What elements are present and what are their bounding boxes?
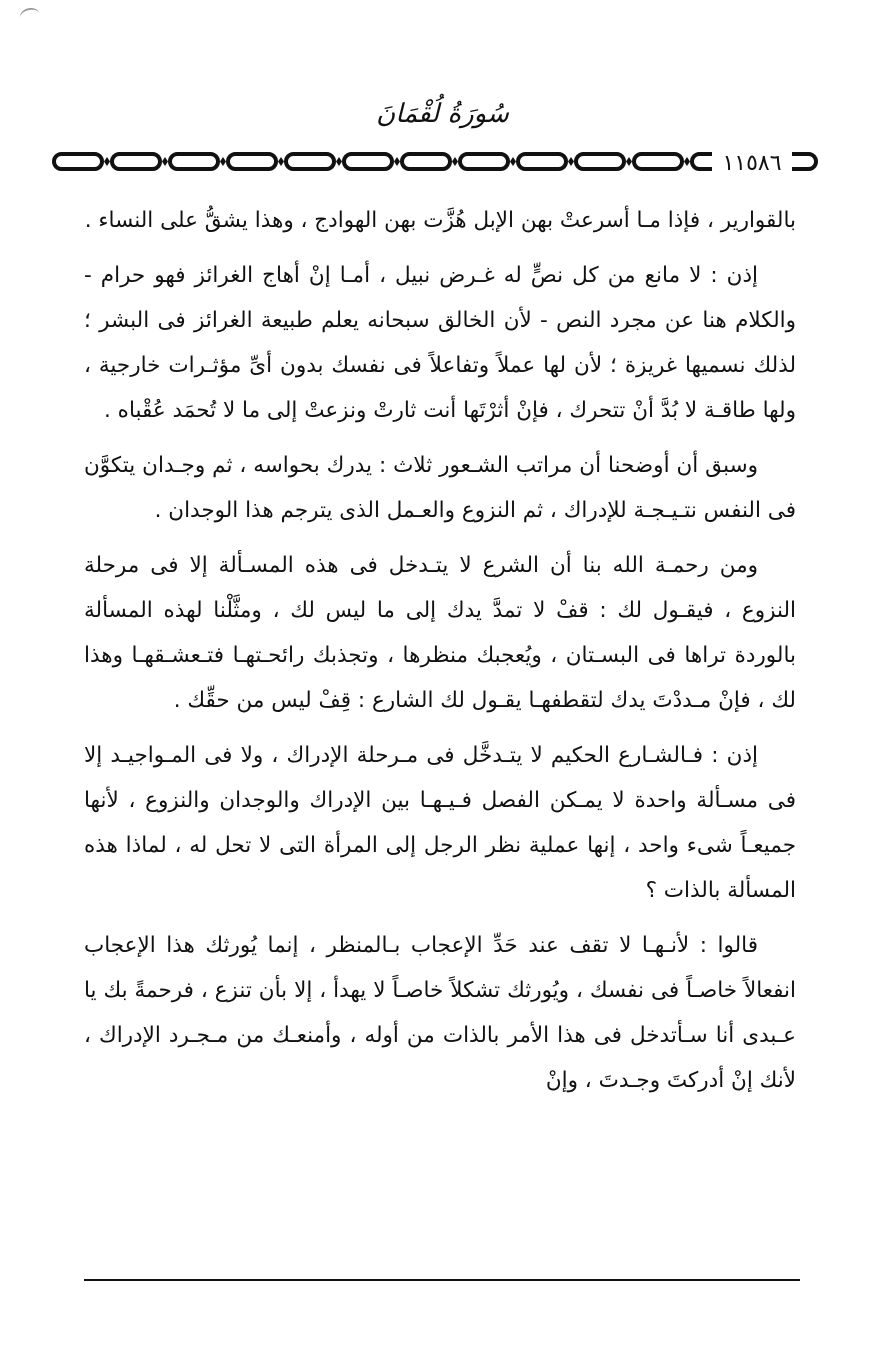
paragraph: بالقوارير ، فإذا مـا أسرعتْ بهن الإبل هُزَّت بهن الهوادج ، وهذا يشقُّ على النساء . [84,208,796,233]
paragraph: وسبق أن أوضحنا أن مراتب الشـعور ثلاث : يدرك بحواسه ، ثم وجـدان يتكوَّن فى النفس نتـيـجـة للإدراك ، ثم النزوع والعـمل الذى يترجم هذا الوجدان . [84,453,796,523]
paragraph: إذن : فـالشـارع الحكيم لا يتـدخَّل فى مـرحلة الإدراك ، ولا فى المـواجيـد إلا فى مسـألة واحدة لا يمـكن الفصل فـيـهـا بين الإدراك والوجدان والنزوع ، لأنها جميعـاً شىء واحد ، إنها عملية نظر الرجل إلى المرأة التى لا تحل له ، لماذا هذه المسألة بالذات ؟ [84,743,796,903]
page-number: ١١٥٨٦ [712,151,792,177]
paragraph: قالوا : لأنـهـا لا تقف عند حَدِّ الإعجاب بـالمنظر ، إنما يُورثك هذا الإعجاب انفعالاً خاصـاً فى نفسك ، ويُورثك تشكلاً خاصـاً لا يهدأ ، إلا بأن تنزع ، فرحمةً بك يا عـبدى أنا سـأتدخل فى هذا الأمر بالذات من أوله ، وأمنعـك من مـجـرد الإدراك ، لأنك إنْ أدركتَ وجـدتَ ، وإنْ [84,933,796,1093]
page-body [84,198,796,1113]
scan-mark [19,6,42,26]
surah-title: سُورَةُ لُقْمَانَ [376,99,509,129]
paragraph: إذن : لا مانع من كل نصٍّ له غـرض نبيل ، أمـا إنْ أهاج الغرائز فهو حرام - والكلام هنا عن مجرد النص - لأن الخالق سبحانه يعلم طبيعة الغرائز فى البشر ؛ لذلك نسميها غريزة ؛ لأن لها عملاً وتفاعلاً فى نفسك بدون أىِّ مؤثـرات خارجية ، ولها طاقـة لا بُدَّ أنْ تتحرك ، فإنْ أثرْتَها أنت ثارتْ ونزعتْ إلى ما لا تُحمَد عُقْباه . [84,263,796,423]
paragraph: ومن رحمـة الله بنا أن الشرع لا يتـدخل فى هذه المسـألة إلا فى مرحلة النزوع ، فيقـول لك : قفْ لا تمدَّ يدك إلى ما ليس لك ، ومثَّلْنا لهذه المسألة بالوردة تراها فى البسـتان ، ويُعجبك منظرها ، وتجذبك رائحـتهـا فتـعشـقهـا وهذا لك ، فإنْ مـددْتَ يدك لتقطفهـا يقـول لك الشارع : قِفْ ليس من حقِّك . [84,553,796,713]
ornamental-border [50,148,820,176]
footer-rule [84,1279,800,1281]
